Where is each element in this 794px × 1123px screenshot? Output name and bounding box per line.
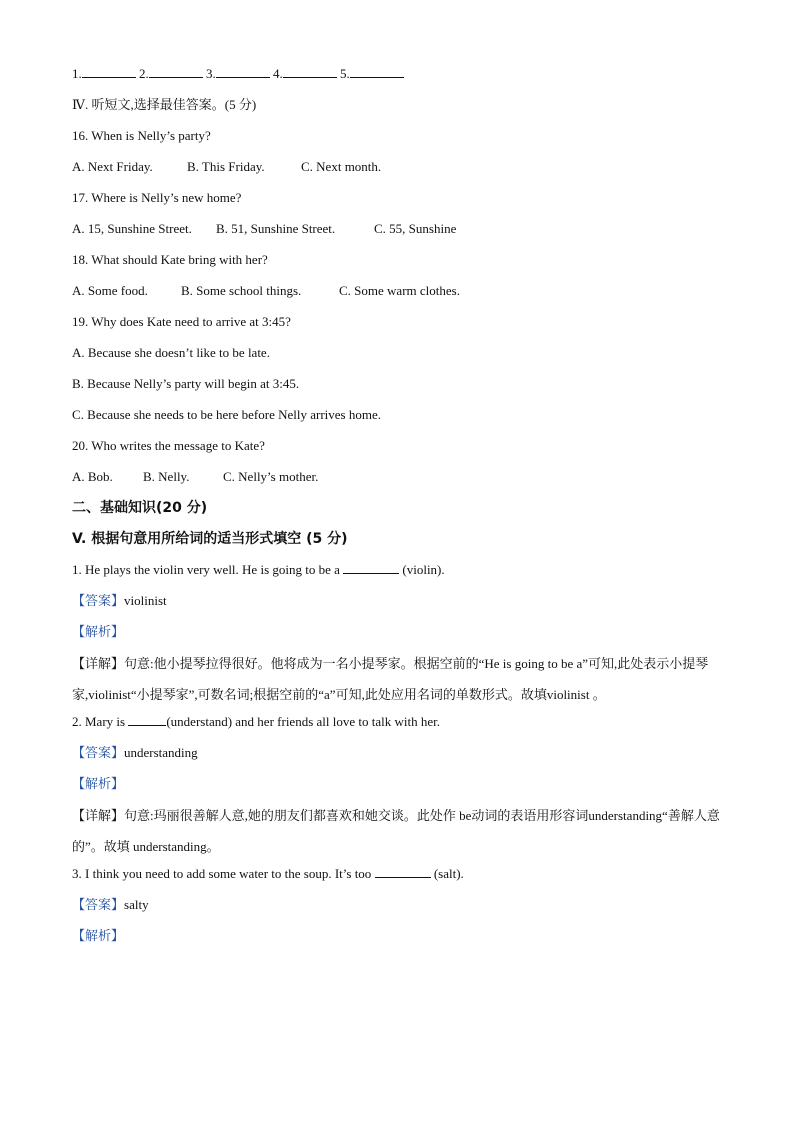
detail-text: 句意:玛丽很善解人意,她的朋友们都喜欢和她交谈。此处作 be动词的表语用形容词understanding“善解人意的”。故填 understanding。 [72, 808, 720, 854]
option-a: A. Next Friday. [72, 159, 153, 174]
fill-item-3-text: 3. I think you need to add some water to the soup. It’s too [72, 866, 375, 881]
analysis-tag: 【解析】 [72, 928, 125, 943]
section-4-title: Ⅳ. 听短文,选择最佳答案。(5 分) [72, 97, 257, 112]
fill-item-1-hint: (violin). [399, 562, 445, 577]
blank-label-2: 2. [139, 66, 149, 81]
answer-row-2 [72, 743, 722, 774]
fill-item-1-blank[interactable] [343, 561, 399, 574]
analysis-row-3 [72, 926, 722, 957]
answer-tag: 【答案】 [72, 593, 125, 608]
fill-item-1 [72, 560, 722, 591]
answer-value: violinist [124, 593, 167, 608]
question-18: 18. What should Kate bring with her? [72, 252, 268, 267]
part-2-title: 二、基础知识(20 分) [72, 500, 208, 516]
fill-item-2-blank[interactable] [128, 713, 166, 726]
question-20-options [72, 467, 722, 498]
option-b: B. 51, Sunshine Street. [216, 221, 336, 236]
fill-item-2-text: 2. Mary is [72, 714, 129, 729]
question-19: 19. Why does Kate need to arrive at 3:45? [72, 314, 291, 329]
detail-tag: 【详解】 [72, 656, 125, 671]
fill-item-2 [72, 712, 722, 743]
detail-row-2 [72, 800, 722, 862]
option-b: B. Some school things. [181, 283, 302, 298]
option-a: A. Bob. [72, 469, 113, 484]
answer-row-3 [72, 895, 722, 926]
question-18-options [72, 281, 722, 312]
analysis-tag: 【解析】 [72, 624, 125, 639]
option-b: B. Nelly. [143, 469, 190, 484]
answer-value: understanding [124, 745, 198, 760]
document-page [72, 64, 722, 957]
option-a: A. Some food. [72, 283, 148, 298]
fill-item-3 [72, 864, 722, 895]
question-19-option-a: A. Because she doesn’t like to be late. [72, 345, 270, 360]
blank-line-2[interactable] [149, 65, 203, 78]
blank-label-4: 4. [273, 66, 283, 81]
answer-tag: 【答案】 [72, 897, 125, 912]
question-20: 20. Who writes the message to Kate? [72, 438, 265, 453]
question-19-option-c: C. Because she needs to be here before Nelly arrives home. [72, 407, 381, 422]
section-5-title: V. 根据句意用所给词的适当形式填空 (5 分) [72, 531, 348, 547]
detail-row-1 [72, 648, 722, 710]
question-17: 17. Where is Nelly’s new home? [72, 190, 242, 205]
option-c: C. Nelly’s mother. [223, 469, 319, 484]
answer-tag: 【答案】 [72, 745, 125, 760]
blank-line-3[interactable] [216, 65, 270, 78]
fill-item-3-blank[interactable] [375, 865, 431, 878]
question-16: 16. When is Nelly’s party? [72, 128, 211, 143]
option-a: A. 15, Sunshine Street. [72, 221, 192, 236]
blank-line-1[interactable] [82, 65, 136, 78]
option-c: C. 55, Sunshine [374, 221, 457, 236]
option-b: B. This Friday. [187, 159, 265, 174]
fill-item-1-text: 1. He plays the violin very well. He is going to be a [72, 562, 344, 577]
option-c: C. Next month. [301, 159, 382, 174]
fill-item-3-hint: (salt). [430, 866, 464, 881]
question-19-option-b: B. Because Nelly’s party will begin at 3:45. [72, 376, 300, 391]
blank-label-3: 3. [206, 66, 216, 81]
detail-tag: 【详解】 [72, 808, 125, 823]
question-17-options [72, 219, 722, 250]
blank-line-4[interactable] [283, 65, 337, 78]
option-c: C. Some warm clothes. [339, 283, 460, 298]
question-16-options [72, 157, 722, 188]
analysis-tag: 【解析】 [72, 776, 125, 791]
answer-row-1 [72, 591, 722, 622]
fill-item-2-hint: (understand) and her friends all love to talk with her. [166, 714, 440, 729]
answer-value: salty [124, 897, 149, 912]
blank-label-1: 1. [72, 66, 82, 81]
blank-label-5: 5. [340, 66, 350, 81]
detail-text: 句意:他小提琴拉得很好。他将成为一名小提琴家。根据空前的“He is going to be a”可知,此处表示小提琴家,violinist“小提琴家”,可数名词;根据空前的“a”可知,此处应用名词的单数形式。故填violinist 。 [72, 656, 709, 702]
blank-line-5[interactable] [350, 65, 404, 78]
answer-blanks-row [72, 64, 722, 95]
